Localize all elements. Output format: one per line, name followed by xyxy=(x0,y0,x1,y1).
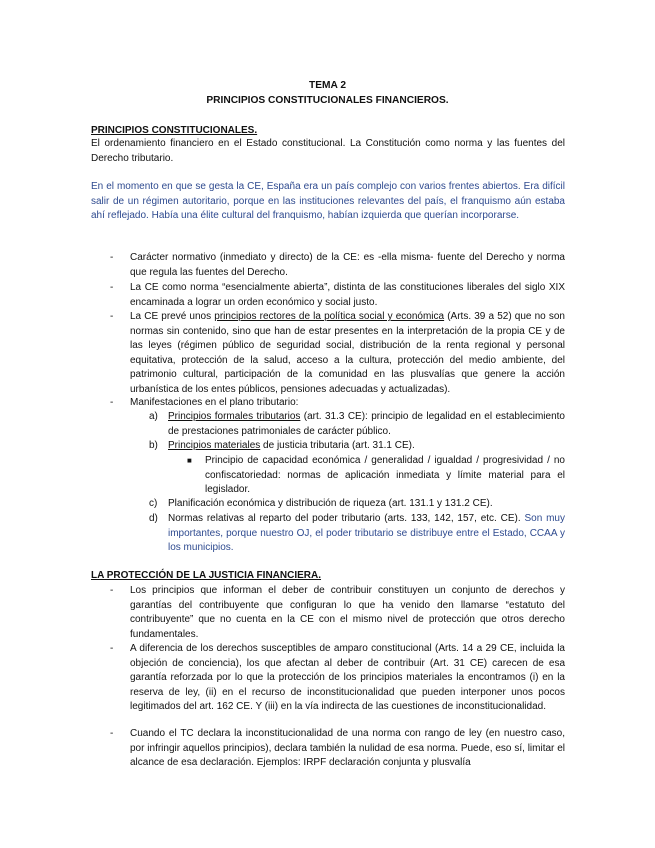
underlined-term: Principios materiales xyxy=(168,440,261,451)
list-item: La CE como norma “esencialmente abierta”, distinta de las constituciones liberales del siglo XIX encaminada a lograr un orden económico y social justo. xyxy=(130,282,565,308)
section-heading-principios: PRINCIPIOS CONSTITUCIONALES. xyxy=(91,125,258,136)
intro-paragraph: El ordenamiento financiero en el Estado constitucional. La Constitución como norma y las fuentes del Derecho tributario. xyxy=(91,138,565,164)
sub-marker-b: b) xyxy=(149,440,158,451)
list-item: A diferencia de los derechos susceptibles de amparo constitucional (Arts. 14 a 29 CE, incluida la objeción de conciencia), los que afectan al deber de contribuir (Art. 31 CE) carecen de esa garantía reforzada por lo que la protección de los principios materiales la encontramos (i) en la reserva de ley, (ii) en el recurso de inconstitucionalidad que pueden interponer unos pocos legitimados del art. 162 CE. Y (iii) en la vía indirecta de las cuestiones de inconstitucionalidad. xyxy=(130,643,565,713)
blue-note: Son muy importantes, porque nuestro OJ, el poder tributario se distribuye entre el Estado, CCAA y los municipios. xyxy=(168,513,565,554)
item-text: (art. 31.3 CE): principio de legalidad en el establecimiento de prestaciones patrimoniales de carácter público. xyxy=(168,411,565,437)
square-bullet-icon: ■ xyxy=(187,456,192,465)
item-text: (Arts. 39 a 52) que no son normas sin contenido, sino que han de estar presentes en la interpretación de la propia CE y de las leyes (régimen público de seguridad social, distribución de la renta regional y personal equitativa, protección de la salud, acceso a la cultura, protección del medio ambiente, del patrimonio cultural, participación de la comunidad en las plusvalías que genere la acción urbanística de los entes públicos, pensiones adecuadas y actualizadas). xyxy=(130,311,565,395)
underlined-term: principios rectores de la política social y económica xyxy=(214,311,445,322)
list-dash: - xyxy=(110,397,114,408)
sub-item-b xyxy=(168,439,565,454)
item-text: Normas relativas al reparto del poder tributario (arts. 133, 142, 157, etc. CE). xyxy=(168,513,521,524)
list-dash: - xyxy=(110,252,114,263)
list-item: Cuando el TC declara la inconstitucionalidad de una norma con rango de ley (en nuestro caso, por infringir aquellos principios), declara también la nulidad de esa norma. Puede, eso sí, limitar el alcance de esa declaración. Ejemplos: IRPF declaración conjunta y plusvalía xyxy=(130,728,565,769)
underlined-term: Principios formales tributarios xyxy=(168,411,301,422)
section-heading-proteccion: LA PROTECCIÓN DE LA JUSTICIA FINANCIERA. xyxy=(91,570,322,581)
list-dash: - xyxy=(110,728,114,739)
list-item-principios-rectores xyxy=(130,310,565,398)
item-text: La CE prevé unos xyxy=(130,311,215,322)
list-item: Los principios que informan el deber de contribuir constituyen un conjunto de derechos y garantías del contribuyente que configuran lo que ha venido den llamarse “estatuto del contribuyente” que no cuenta en la CE con el mismo nivel de protección que otros derecho fundamentales. xyxy=(130,585,565,640)
sub-marker-d: d) xyxy=(149,513,158,524)
sub-item-d xyxy=(168,512,565,556)
list-item-manifestaciones: Manifestaciones en el plano tributario: xyxy=(130,397,299,408)
list-item: Carácter normativo (inmediato y directo) de la CE: es -ella misma- fuente del Derecho y norma que regula las fuentes del Derecho. xyxy=(130,252,565,278)
list-dash: - xyxy=(110,643,114,654)
sub-sub-item: Principio de capacidad económica / generalidad / igualdad / progresividad / no confiscatoriedad: normas de aplicación inmediata y límite material para el legislador. xyxy=(205,455,565,496)
sub-marker-a: a) xyxy=(149,411,158,422)
item-text: de justicia tributaria (art. 31.1 CE). xyxy=(260,440,415,451)
sub-marker-c: c) xyxy=(149,498,158,509)
list-dash: - xyxy=(110,585,114,596)
list-dash: - xyxy=(110,282,114,293)
sub-item-a xyxy=(168,410,565,439)
document-title: PRINCIPIOS CONSTITUCIONALES FINANCIEROS. xyxy=(206,95,449,106)
sub-item-c: Planificación económica y distribución de riqueza (art. 131.1 y 131.2 CE). xyxy=(168,498,493,509)
note-paragraph: En el momento en que se gesta la CE, España era un país complejo con varios frentes abiertos. Era difícil salir de un régimen autoritario, porque en las instituciones relevantes del país, el franquismo aún estaba ahí reflejado. Había una élite cultural del franquismo, habían izquierda que querían incorporarse. xyxy=(91,181,565,222)
list-dash: - xyxy=(110,311,114,322)
document-title-topic: TEMA 2 xyxy=(309,80,346,91)
